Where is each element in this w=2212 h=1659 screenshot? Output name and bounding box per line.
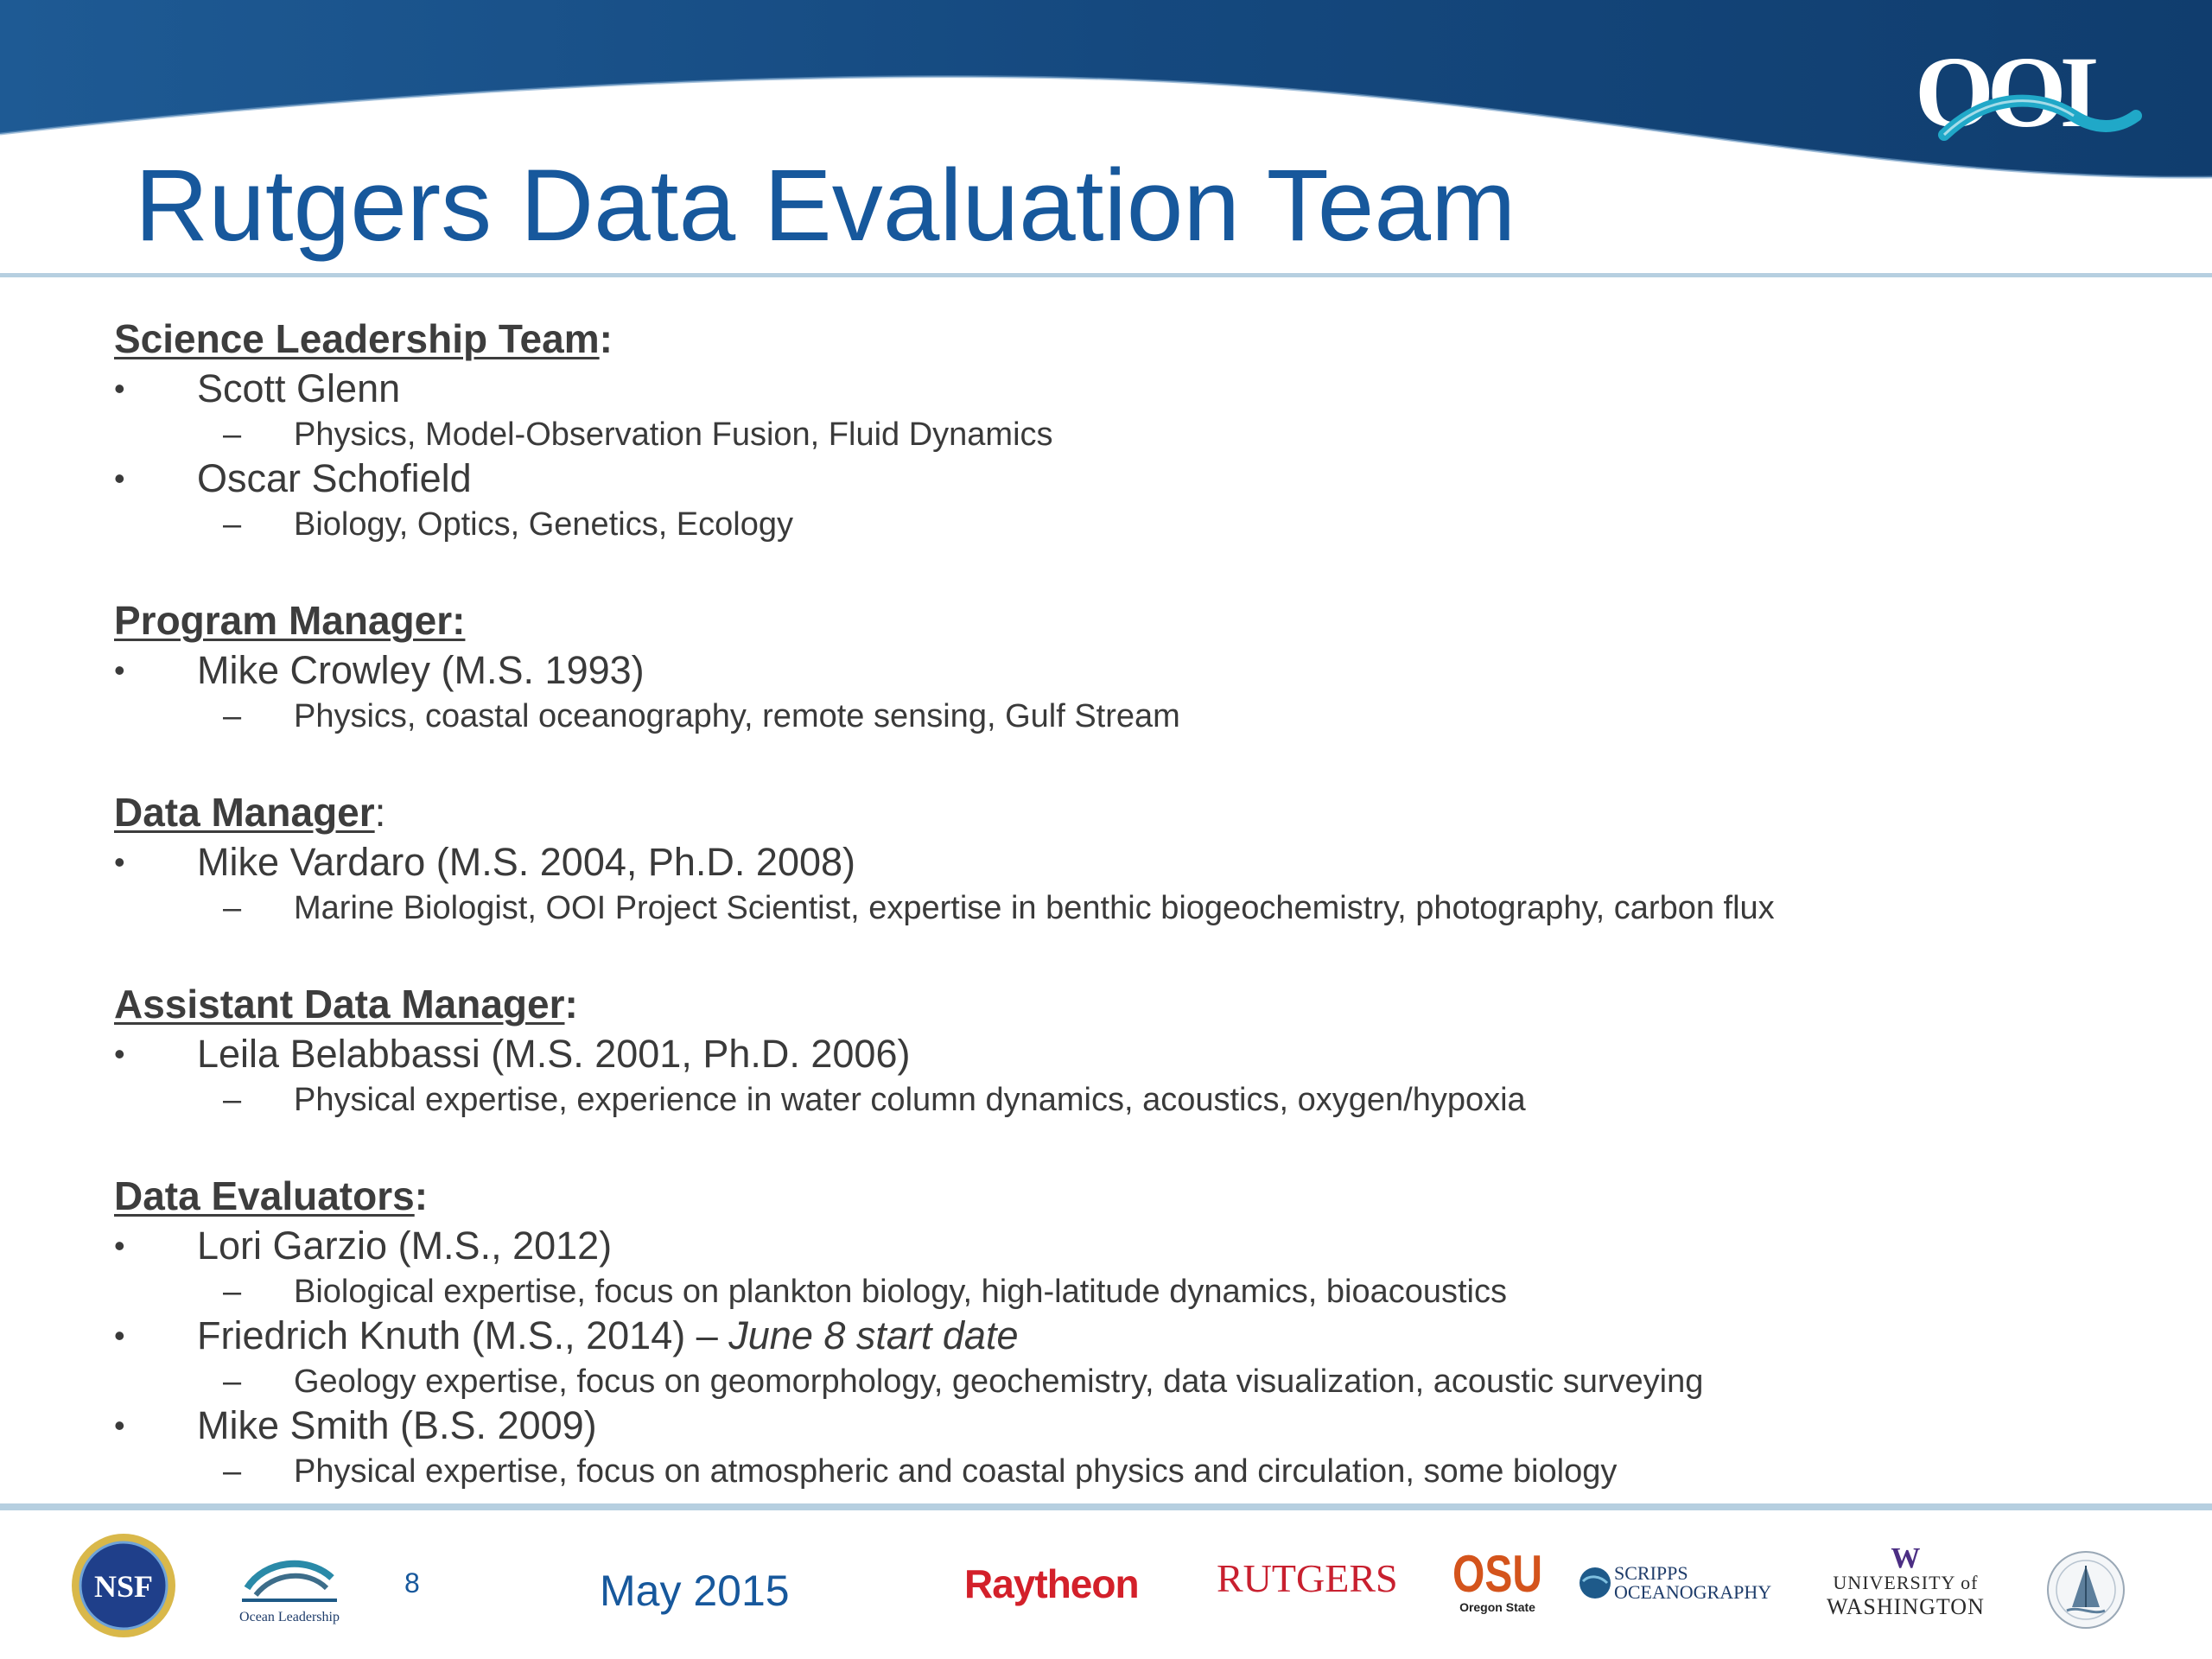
person-name: Leila Belabbassi (M.S. 2001, Ph.D. 2006) — [197, 1032, 911, 1076]
uw-logo-mark: W — [1891, 1542, 1921, 1574]
person-item — [114, 838, 2171, 928]
dash-icon: – — [223, 698, 242, 734]
scripps-globe-icon — [1578, 1566, 1612, 1600]
footer-date: May 2015 — [600, 1567, 790, 1615]
person-item — [114, 1312, 2171, 1402]
dash-icon: – — [223, 506, 242, 543]
section-assistant-data-manager — [114, 978, 2171, 1120]
page-title: Rutgers Data Evaluation Team — [135, 149, 1516, 263]
section-data-manager — [114, 786, 2171, 928]
person-detail: Physics, Model-Observation Fusion, Fluid Dynamics — [294, 416, 1053, 453]
section-heading-colon: : — [414, 1173, 429, 1218]
person-item — [114, 1222, 2171, 1312]
nsf-logo — [69, 1531, 178, 1640]
dash-icon: – — [223, 1082, 242, 1118]
page-number: 8 — [404, 1567, 420, 1599]
person-item — [114, 1402, 2171, 1491]
person-name: Mike Crowley (M.S. 1993) — [197, 648, 645, 692]
dash-icon: – — [223, 416, 242, 453]
person-name: Mike Smith (B.S. 2009) — [197, 1403, 597, 1447]
person-name: Lori Garzio (M.S., 2012) — [197, 1224, 613, 1268]
section-heading-colon: : — [374, 790, 386, 835]
person-item — [114, 365, 2171, 454]
scripps-logo-line1: SCRIPPS — [1614, 1562, 1688, 1584]
person-item — [114, 1030, 2171, 1120]
uw-logo — [1827, 1542, 1985, 1619]
dash-icon: – — [223, 1363, 242, 1400]
footer-divider — [0, 1503, 2212, 1510]
section-heading — [114, 1170, 2171, 1222]
raytheon-logo: Raytheon — [964, 1561, 1139, 1606]
section-heading — [114, 594, 2171, 646]
section-heading-text: Assistant Data Manager — [114, 982, 565, 1027]
section-heading-colon: : — [599, 316, 613, 361]
section-science-leadership — [114, 313, 2171, 544]
ooi-logo — [1910, 33, 2152, 154]
section-heading — [114, 978, 2171, 1030]
person-note: June 8 start date — [728, 1313, 1019, 1357]
person-detail: Physics, coastal oceanography, remote sensing, Gulf Stream — [294, 698, 1180, 734]
uw-logo-line1: UNIVERSITY of — [1833, 1572, 1979, 1593]
person-detail: Marine Biologist, OOI Project Scientist, expertise in benthic biogeochemistry, photography, carbon flux — [294, 890, 1775, 926]
bullet-icon: • — [114, 1228, 125, 1263]
section-heading-text: Program Manager: — [114, 598, 466, 643]
ooi-logo-text: OOI — [1915, 35, 2093, 149]
scripps-logo — [1614, 1564, 1771, 1602]
person-detail: Biology, Optics, Genetics, Ecology — [294, 506, 793, 543]
title-divider — [0, 273, 2212, 277]
dash-icon: – — [223, 1453, 242, 1490]
section-heading-text: Science Leadership Team — [114, 316, 600, 361]
nsf-logo-text: NSF — [93, 1569, 154, 1604]
osu-logo — [1441, 1545, 1554, 1614]
bullet-icon: • — [114, 371, 125, 406]
person-name: Friedrich Knuth (M.S., 2014) – — [197, 1313, 729, 1357]
person-item — [114, 646, 2171, 736]
section-heading-colon: : — [564, 982, 578, 1027]
person-detail: Geology expertise, focus on geomorphology, geochemistry, data visualization, acoustic surveying — [294, 1363, 1704, 1400]
person-detail: Physical expertise, focus on atmospheric and coastal physics and circulation, some biology — [294, 1453, 1618, 1490]
slide-content — [114, 313, 2171, 1541]
section-heading — [114, 786, 2171, 838]
section-heading-text: Data Evaluators — [114, 1173, 415, 1218]
person-name: Oscar Schofield — [197, 456, 472, 500]
bullet-icon: • — [114, 1408, 125, 1443]
person-name: Mike Vardaro (M.S. 2004, Ph.D. 2008) — [197, 840, 856, 884]
uw-logo-line2: WASHINGTON — [1827, 1594, 1985, 1619]
scripps-logo-line2: OCEANOGRAPHY — [1614, 1581, 1772, 1603]
bullet-icon: • — [114, 1318, 125, 1353]
person-item — [114, 454, 2171, 544]
osu-logo-subtext: Oregon State — [1459, 1600, 1535, 1614]
bullet-icon: • — [114, 652, 125, 688]
bullet-icon: • — [114, 844, 125, 880]
dash-icon: – — [223, 1274, 242, 1310]
section-data-evaluators — [114, 1170, 2171, 1491]
person-name: Scott Glenn — [197, 366, 401, 410]
bullet-icon: • — [114, 461, 125, 496]
woods-hole-logo — [2044, 1548, 2127, 1631]
person-detail: Physical expertise, experience in water column dynamics, acoustics, oxygen/hypoxia — [294, 1082, 1526, 1118]
section-program-manager — [114, 594, 2171, 736]
osu-logo-text: OSU — [1452, 1545, 1543, 1603]
section-heading-text: Data Manager — [114, 790, 375, 835]
ocean-leadership-logo — [230, 1543, 349, 1626]
bullet-icon: • — [114, 1036, 125, 1071]
ocean-leadership-text: Ocean Leadership — [239, 1610, 340, 1624]
rutgers-logo: RUTGERS — [1217, 1556, 1398, 1600]
person-detail: Biological expertise, focus on plankton biology, high-latitude dynamics, bioacoustics — [294, 1274, 1507, 1310]
person-name-with-note — [197, 1312, 1018, 1360]
section-heading — [114, 313, 2171, 365]
dash-icon: – — [223, 890, 242, 926]
